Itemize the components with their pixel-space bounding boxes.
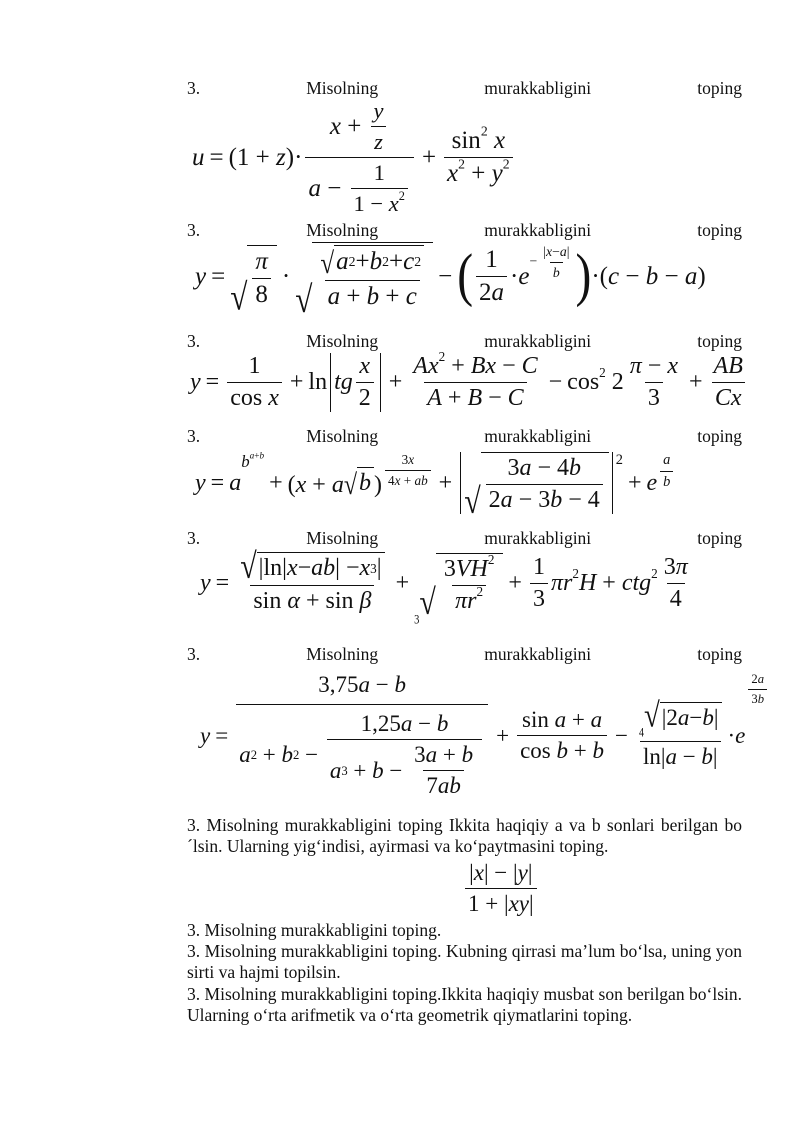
- formula-2: y = √ $\frac{\pi}{8}$ · √ √ a 2 + b 2 + c 2 a + b + c − ( $\frac{1}{2a}$ ·e − $\frac{|x-a|}{b}$ ) ·(c − b − a): [195, 243, 706, 320]
- heading-word-murakkabligini: murakkabligini: [484, 78, 592, 98]
- problem-heading: [187, 78, 742, 98]
- heading-word-toping: toping: [697, 78, 742, 98]
- problem-heading: 3. Misolning murakkabligini toping: [187, 331, 742, 351]
- heading-word-misolning: Misolning: [306, 78, 379, 98]
- problem-heading: 3. Misolning murakkabligini toping: [187, 220, 742, 240]
- paragraph-4: 3. Misolning murakkabligini toping.Ikkita haqiqiy musbat son berilgan bo‘lsin. Ularning o‘rta arifmetik va o‘rta geometrik qiymatlarini toping.: [187, 984, 742, 1025]
- formula-6: y = 3,75a − b a 2 + b 2 − 1,25a − b a 3 + b − $\frac{3a + b}{7ab}$ + $\frac{\text{sin a + a}}{\text{cos b + b}}$ − 4 √ |2 a − b | ln|a − b| ·e $\frac{2a}{3b}$: [200, 672, 770, 799]
- paragraph-1: 3. Misolning murakkabligini toping Ikkita haqiqiy a va b sonlari berilgan bo´lsin. Ularning yig‘indisi, ayirmasi va ko‘paytmasini toping.: [187, 815, 742, 856]
- formula-5: y = √ |ln| x − ab | − x 3 | sin α + sin β + 3 √ $\frac{3VH^2}{\pi r^2}$ + $\frac{1}{3}$ $\pi r^2H + ctg^2$ $\frac{3\pi}{4}$: [200, 546, 688, 627]
- problem-heading: 3. Misolning murakkabligini toping: [187, 644, 742, 664]
- formula-4: y = a $b^{a+b}$ + (x + a √ b ) $\frac{3x}{4x + ab}$ + √ $\frac{3a - 4b}{2a - 3b - 4}$ 2 + e $\frac{a}{b}$: [195, 452, 676, 514]
- formula-1: u = (1 + z)· x + $\frac{y}{z}$ a − $\frac{1}{1 - x^2}$ + $\frac{\sin^2 x}{x^2 + y^2}$: [192, 98, 516, 217]
- problem-heading: 3. Misolning murakkabligini toping: [187, 426, 742, 446]
- paragraph-3: 3. Misolning murakkabligini toping. Kubning qirrasi ma’lum bo‘lsa, uning yon sirti va hajmi topilsin.: [187, 941, 742, 982]
- problem-heading: 3. Misolning murakkabligini toping: [187, 528, 742, 548]
- formula-3: y = $\frac{1}{\text{cos x}}$ + ln tg $\frac{x}{2}$ + $\frac{Ax^2 + Bx - C}{A + B - C}$ − $\cos^2 2$ $\frac{\pi - x}{3}$ + $\frac{AB}{Cx}$: [190, 349, 743, 411]
- formula-7: $\frac{|x| - |y|}{1 + |xy|}$: [462, 860, 540, 917]
- heading-number: 3.: [187, 78, 201, 98]
- paragraph-2: 3. Misolning murakkabligini toping.: [187, 920, 442, 940]
